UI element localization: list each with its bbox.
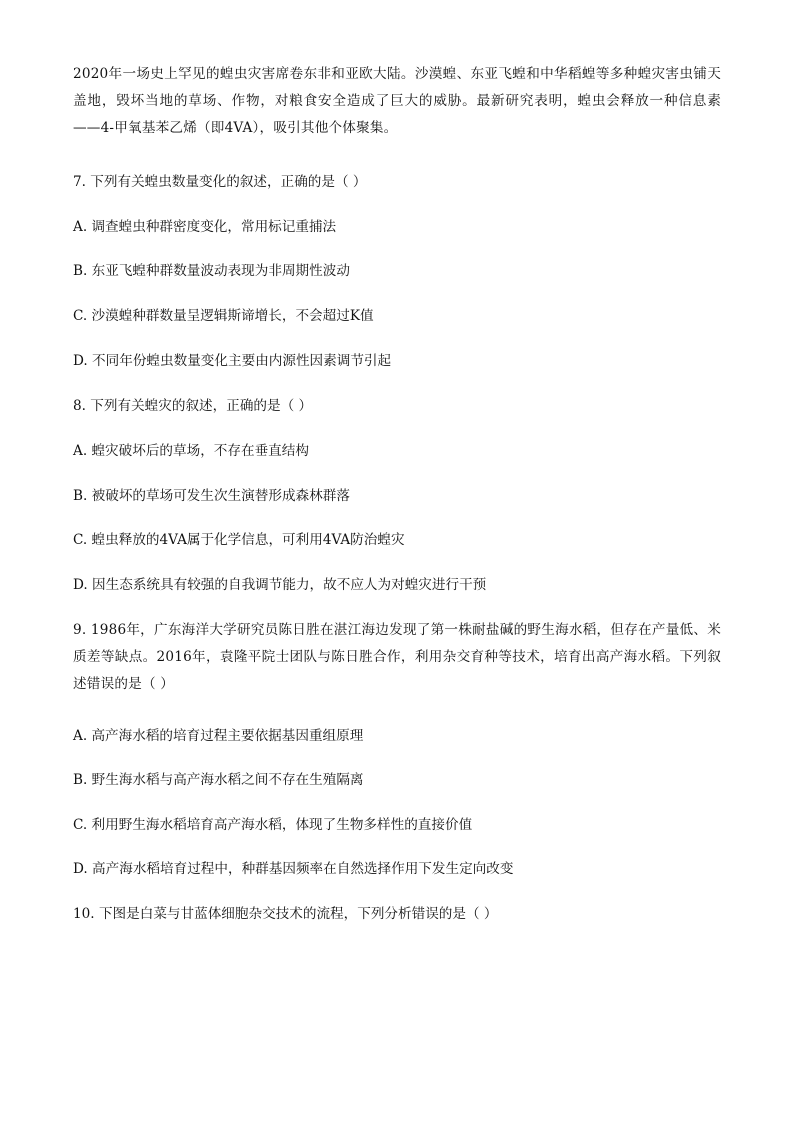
question-7-stem: 7. 下列有关蝗虫数量变化的叙述，正确的是（ ） [73,174,367,190]
question-8-option-b: B. 被破坏的草场可发生次生演替形成森林群落 [73,488,350,504]
question-7-option-a: A. 调查蝗虫种群密度变化，常用标记重捕法 [73,219,337,235]
question-9-option-c: C. 利用野生海水稻培育高产海水稻，体现了生物多样性的直接价值 [73,817,473,833]
question-7-option-c: C. 沙漠蝗种群数量呈逻辑斯谛增长，不会超过K值 [73,308,374,324]
intro-paragraph: 2020年一场史上罕见的蝗虫灾害席卷东非和亚欧大陆。沙漠蝗、东亚飞蝗和中华稻蝗等多种蝗灾害虫铺天盖地，毁坏当地的草场、作物，对粮食安全造成了巨大的威胁。最新研究表明，蝗虫会释放一种信息素——4-甲氧基苯乙烯（即4VA），吸引其他个体聚集。 [73,66,721,136]
question-7-option-d: D. 不同年份蝗虫数量变化主要由内源性因素调节引起 [73,353,392,369]
question-9-option-d: D. 高产海水稻培育过程中，种群基因频率在自然选择作用下发生定向改变 [73,861,514,877]
question-10-stem: 10. 下图是白菜与甘蓝体细胞杂交技术的流程，下列分析错误的是（ ） [73,906,498,922]
question-8-option-d: D. 因生态系统具有较强的自我调节能力，故不应人为对蝗灾进行干预 [73,577,487,593]
question-8-option-c: C. 蝗虫释放的4VA属于化学信息，可利用4VA防治蝗灾 [73,532,405,548]
question-8-option-a: A. 蝗灾破坏后的草场，不存在垂直结构 [73,443,309,459]
question-7-option-b: B. 东亚飞蝗种群数量波动表现为非周期性波动 [73,263,350,279]
question-8-stem: 8. 下列有关蝗灾的叙述，正确的是（ ） [73,398,313,414]
question-9-option-b: B. 野生海水稻与高产海水稻之间不存在生殖隔离 [73,772,364,788]
question-9-option-a: A. 高产海水稻的培育过程主要依据基因重组原理 [73,728,364,744]
question-9-stem: 9. 1986年，广东海洋大学研究员陈日胜在湛江海边发现了第一株耐盐碱的野生海水稻，但存在产量低、米质差等缺点。2016年，袁隆平院士团队与陈日胜合作，利用杂交育种等技术，培育出高产海水稻。下列叙述错误的是（ ） [73,622,721,692]
